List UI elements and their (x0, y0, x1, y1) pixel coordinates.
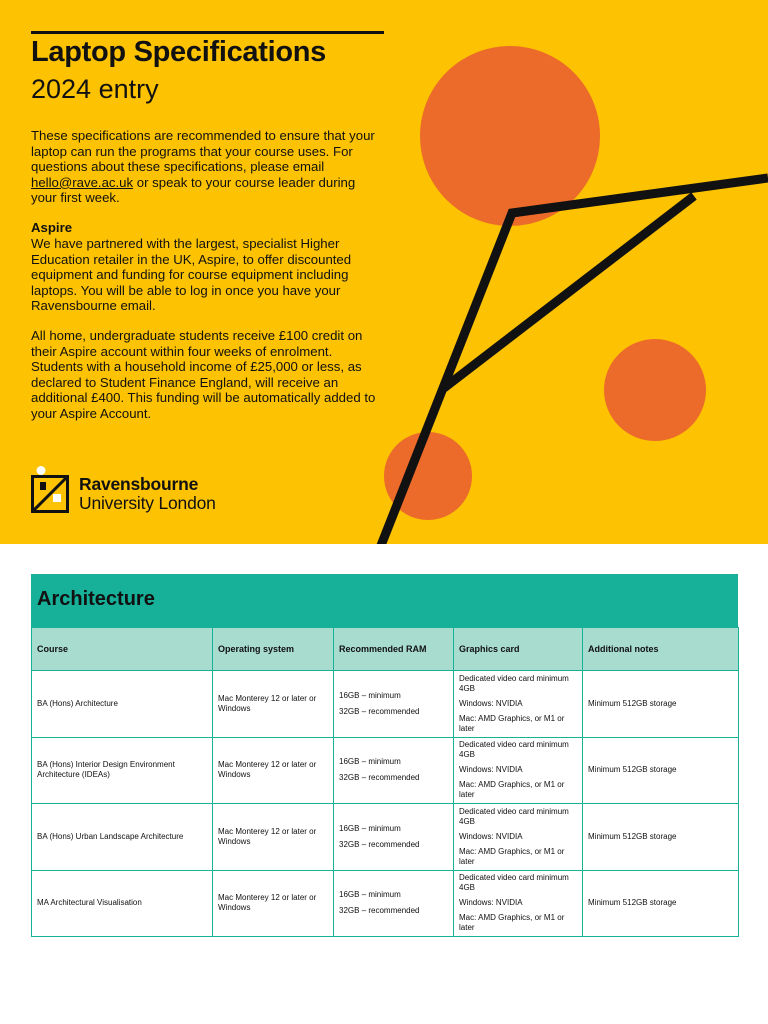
graphics-mac: Mac: AMD Graphics, or M1 or later (459, 846, 565, 866)
cell-graphics (454, 737, 583, 804)
graphics-windows: Windows: NVIDIA (459, 831, 523, 841)
cell-course: BA (Hons) Interior Design Environment Architecture (IDEAs) (32, 737, 213, 804)
graphics-windows: Windows: NVIDIA (459, 898, 523, 908)
cell-ram (334, 870, 454, 937)
table-row (32, 870, 739, 937)
intro-text-after: or speak to your course leader during your first week. (31, 174, 356, 206)
table-row (32, 671, 739, 738)
graphics-dedicated: Dedicated video card minimum 4GB (459, 806, 569, 826)
graphics-dedicated: Dedicated video card minimum 4GB (459, 673, 569, 693)
intro-paragraph (31, 128, 376, 206)
ravensbourne-logo (31, 466, 241, 516)
aspire-paragraph: We have partnered with the largest, specialist Higher Education retailer in the UK, Aspire, to offer discounted equipment and funding for course equipment including laptops. You will be able to log in once you have your Ravensbourne email. (31, 236, 352, 314)
header-recommended-ram: Recommended RAM (334, 628, 454, 671)
large-orange-circle (420, 46, 600, 226)
cell-notes: Minimum 512GB storage (583, 737, 739, 804)
cell-graphics (454, 870, 583, 937)
cell-graphics (454, 671, 583, 738)
graphics-dedicated: Dedicated video card minimum 4GB (459, 740, 569, 760)
page-title: Laptop Specifications (31, 36, 327, 68)
cell-course: MA Architectural Visualisation (32, 870, 213, 937)
cell-course: BA (Hons) Urban Landscape Architecture (32, 804, 213, 871)
table-title: Architecture (31, 574, 738, 627)
header-course: Course (32, 628, 213, 671)
ram-minimum: 16GB – minimum (339, 823, 401, 833)
right-orange-circle (604, 339, 706, 441)
intro-text-before: These specifications are recommended to ensure that your laptop can run the programs that your course uses. For questions about these specifications, please email (31, 128, 375, 175)
cell-ram (334, 804, 454, 871)
header-additional-notes: Additional notes (583, 628, 739, 671)
header-operating-system: Operating system (213, 628, 334, 671)
cell-course: BA (Hons) Architecture (32, 671, 213, 738)
graphics-mac: Mac: AMD Graphics, or M1 or later (459, 713, 565, 733)
cell-os: Mac Monterey 12 or later or Windows (213, 870, 334, 937)
specifications-table (31, 627, 739, 937)
ravensbourne-logo-icon (31, 466, 71, 514)
aspire-heading: Aspire (31, 220, 73, 235)
cell-graphics (454, 804, 583, 871)
ram-recommended: 32GB – recommended (339, 906, 420, 916)
ram-recommended: 32GB – recommended (339, 773, 420, 783)
ram-recommended: 32GB – recommended (339, 706, 420, 716)
cell-notes: Minimum 512GB storage (583, 671, 739, 738)
top-rule (31, 31, 384, 34)
ram-minimum: 16GB – minimum (339, 890, 401, 900)
ram-minimum: 16GB – minimum (339, 690, 401, 700)
logo-name: Ravensbourne (79, 474, 199, 494)
specifications-table-section (31, 574, 738, 937)
ram-minimum: 16GB – minimum (339, 757, 401, 767)
table-row (32, 804, 739, 871)
cell-notes: Minimum 512GB storage (583, 870, 739, 937)
graphics-dedicated: Dedicated video card minimum 4GB (459, 873, 569, 893)
cell-os: Mac Monterey 12 or later or Windows (213, 804, 334, 871)
cell-ram (334, 671, 454, 738)
graphics-mac: Mac: AMD Graphics, or M1 or later (459, 780, 565, 800)
table-row (32, 737, 739, 804)
email-link[interactable]: hello@rave.ac.uk (31, 174, 134, 190)
graphics-windows: Windows: NVIDIA (459, 765, 523, 775)
cell-notes: Minimum 512GB storage (583, 804, 739, 871)
credit-paragraph: All home, undergraduate students receive £100 credit on their Aspire account within four weeks of enrolment. Students with a household income of £25,000 or less, as declared to Student Finance England, will receive an additional £400. This funding will be automatically added to your Aspire Account. (31, 328, 376, 421)
page-subtitle: 2024 entry (31, 74, 159, 104)
graphics-mac: Mac: AMD Graphics, or M1 or later (459, 913, 565, 933)
logo-subtitle: University London (79, 493, 216, 513)
table-header-row (32, 628, 739, 671)
cell-os: Mac Monterey 12 or later or Windows (213, 671, 334, 738)
header-graphics-card: Graphics card (454, 628, 583, 671)
ram-recommended: 32GB – recommended (339, 839, 420, 849)
cell-ram (334, 737, 454, 804)
cell-os: Mac Monterey 12 or later or Windows (213, 737, 334, 804)
graphics-windows: Windows: NVIDIA (459, 698, 523, 708)
